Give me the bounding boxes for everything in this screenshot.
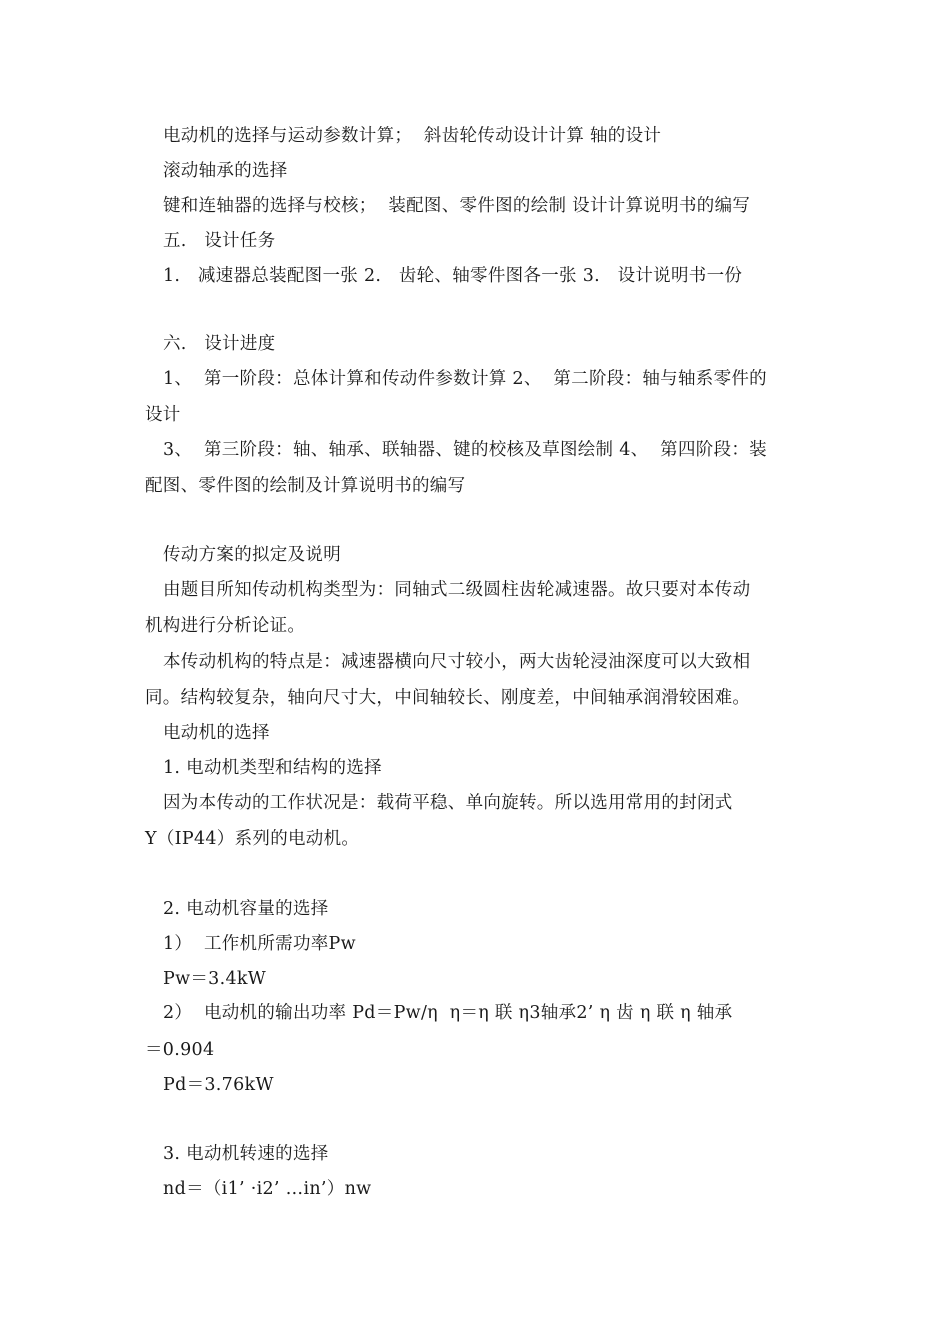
text-line-pd-value: Pd＝3.76kW bbox=[163, 1075, 274, 1095]
text-line-motor-type: 因为本传动的工作状况是：载荷平稳、单向旋转。所以选用常用的封闭式 bbox=[163, 793, 733, 813]
text-line-pw-label: 1） 工作机所需功率Pw bbox=[163, 934, 356, 954]
text-line-tasks-1: 电动机的选择与运动参数计算； 斜齿轮传动设计计算 轴的设计 bbox=[163, 126, 662, 146]
text-line-scheme-1-cont: 机构进行分析论证。 bbox=[145, 616, 306, 636]
text-line-progress-1: 1、 第一阶段：总体计算和传动件参数计算 2、 第二阶段：轴与轴系零件的 bbox=[163, 369, 767, 389]
text-line-progress-2-cont: 配图、零件图的绘制及计算说明书的编写 bbox=[145, 476, 466, 496]
text-line-tasks-2: 滚动轴承的选择 bbox=[163, 161, 288, 181]
subheading-motor-capacity: 2. 电动机容量的选择 bbox=[163, 899, 329, 919]
section-heading-design-tasks: 五. 设计任务 bbox=[163, 231, 276, 251]
text-line-motor-type-cont: Y（IP44）系列的电动机。 bbox=[145, 829, 360, 849]
text-line-tasks-3: 键和连轴器的选择与校核； 装配图、零件图的绘制 设计计算说明书的编写 bbox=[163, 196, 751, 216]
text-line-scheme-1: 由题目所知传动机构类型为：同轴式二级圆柱齿轮减速器。故只要对本传动 bbox=[163, 580, 751, 600]
section-heading-progress: 六. 设计进度 bbox=[163, 334, 276, 354]
text-line-pd-formula: 2） 电动机的输出功率 Pd＝Pw/η η＝η 联 η3轴承2’ η 齿 η 联 η 轴承 bbox=[163, 1003, 733, 1023]
text-line-scheme-2-cont: 同。结构较复杂，轴向尺寸大，中间轴较长、刚度差，中间轴承润滑较困难。 bbox=[145, 688, 751, 708]
text-line-pd-formula-cont: ＝0.904 bbox=[145, 1040, 215, 1060]
text-line-pw-value: Pw＝3.4kW bbox=[163, 969, 267, 989]
text-line-progress-1-cont: 设计 bbox=[145, 405, 181, 425]
text-line-scheme-2: 本传动机构的特点是：减速器横向尺寸较小，两大齿轮浸油深度可以大致相 bbox=[163, 652, 751, 672]
text-line-nd-formula: nd＝（i1’ ·i2’ …in’）nw bbox=[163, 1179, 372, 1199]
section-heading-scheme: 传动方案的拟定及说明 bbox=[163, 545, 341, 565]
text-line-progress-2: 3、 第三阶段：轴、轴承、联轴器、键的校核及草图绘制 4、 第四阶段：装 bbox=[163, 440, 767, 460]
subheading-motor-type: 1. 电动机类型和结构的选择 bbox=[163, 758, 382, 778]
subheading-motor-speed: 3. 电动机转速的选择 bbox=[163, 1144, 329, 1164]
text-line-deliverables: 1. 减速器总装配图一张 2. 齿轮、轴零件图各一张 3. 设计说明书一份 bbox=[163, 266, 743, 286]
section-heading-motor: 电动机的选择 bbox=[163, 723, 270, 743]
